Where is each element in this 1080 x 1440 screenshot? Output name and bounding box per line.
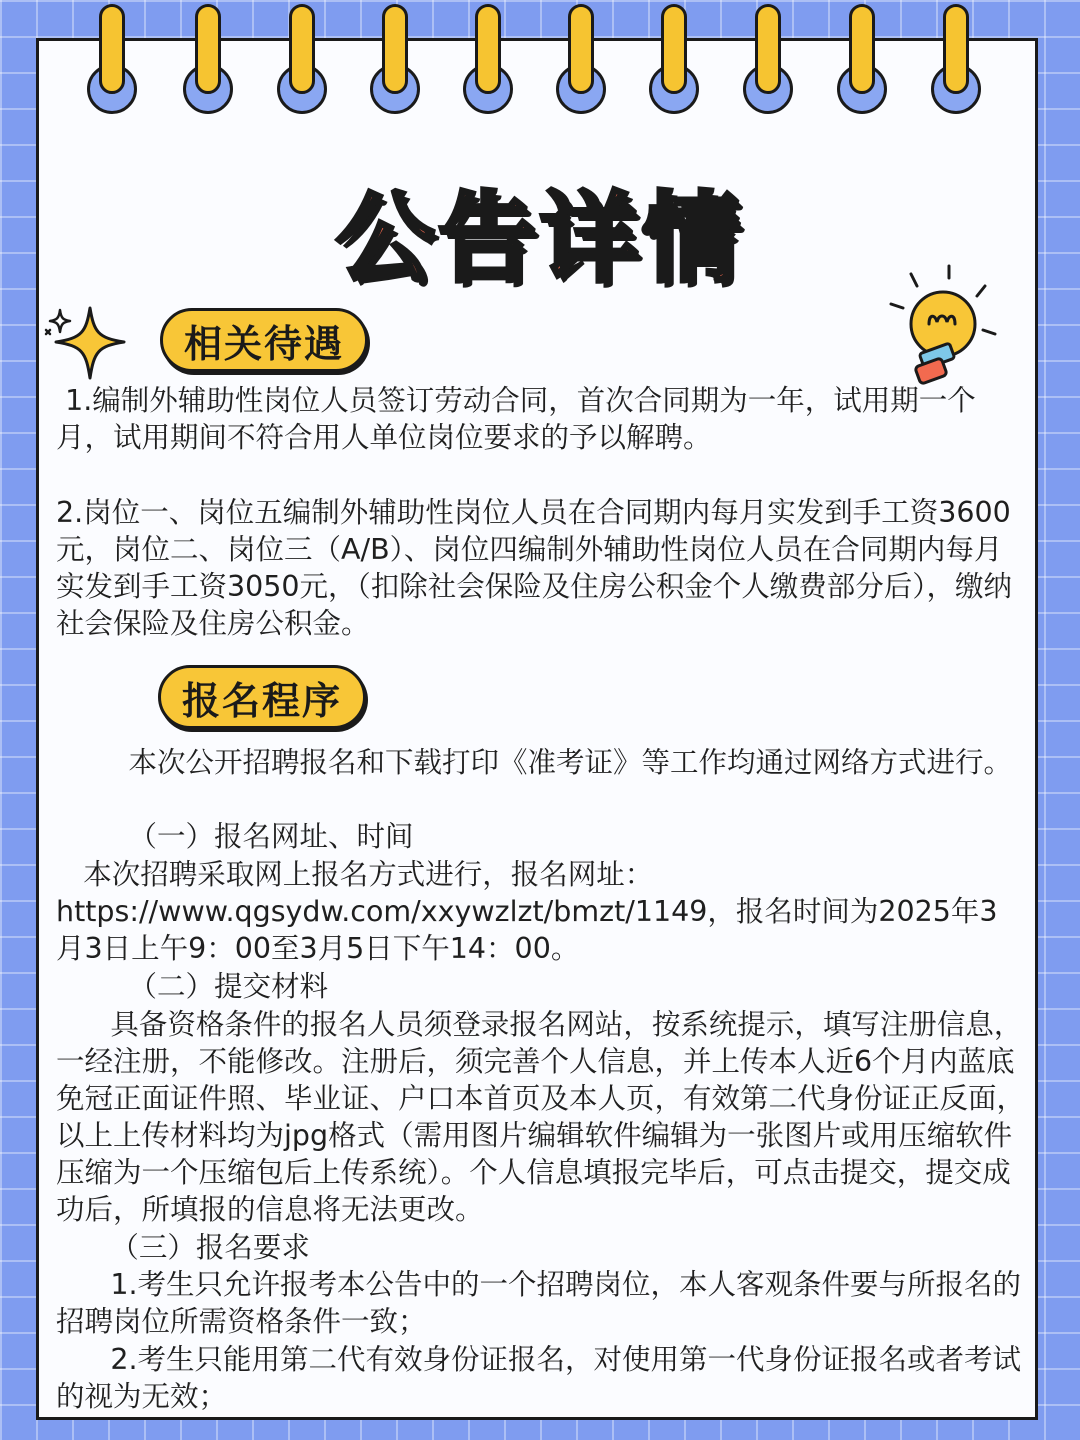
subsection-title-2: （二）提交材料	[56, 970, 328, 1003]
section-heading-registration: 报名程序	[158, 665, 366, 729]
binding-ring	[370, 4, 420, 114]
binding-ring	[556, 4, 606, 114]
benefits-paragraph-2: 2.岗位一、岗位五编制外辅助性岗位人员在合同期内每月实发到手工资3600元，岗位二、岗位三（A/B）、岗位四编制外辅助性岗位人员在合同期内每月实发到手工资3050元，（扣除社会保险及住房公积金个人缴费部分后），缴纳社会保险及住房公积金。	[56, 496, 1013, 640]
binding-ring	[183, 4, 233, 114]
binding-ring	[743, 4, 793, 114]
binding-ring	[277, 4, 327, 114]
sparkle-icon	[38, 302, 130, 382]
registration-intro: 本次公开招聘报名和下载打印《准考证》等工作均通过网络方式进行。	[56, 746, 1012, 779]
binding-ring	[463, 4, 513, 114]
requirement-1: 1.考生只允许报考本公告中的一个招聘岗位，本人客观条件要与所报名的招聘岗位所需资格条件一致；	[56, 1268, 1022, 1338]
subsection-title-3: （三）报名要求	[56, 1231, 310, 1264]
subsection-title-1: （一）报名网址、时间	[56, 820, 414, 853]
benefits-paragraph-1: 1.编制外辅助性岗位人员签订劳动合同，首次合同期为一年，试用期一个月，试用期间不符合用人单位岗位要求的予以解聘。	[56, 384, 976, 454]
subsection-body-2: 具备资格条件的报名人员须登录报名网站，按系统提示，填写注册信息，一经注册，不能修改。注册后，须完善个人信息，并上传本人近6个月内蓝底免冠正面证件照、毕业证、户口本首页及本人页，有效第二代身份证正反面，以上上传材料均为jpg格式（需用图片编辑软件编辑为一张图片或用压缩软件压缩为一个压缩包后上传系统）。个人信息填报完毕后，可点击提交，提交成功后，所填报的信息将无法更改。	[56, 1008, 1026, 1226]
section-heading-benefits: 相关待遇	[160, 308, 368, 372]
binding-ring	[931, 4, 981, 114]
binding-ring	[837, 4, 887, 114]
binding-ring	[87, 4, 137, 114]
lightbulb-icon	[885, 262, 1001, 390]
page-title: 公告详情	[335, 182, 744, 296]
requirement-2: 2.考生只能用第二代有效身份证报名，对使用第一代身份证报名或者考试的视为无效；	[56, 1343, 1022, 1413]
subsection-body-1: 本次招聘采取网上报名方式进行，报名网址：https://www.qgsydw.com/xxywzlzt/bmzt/1149，报名时间为2025年3月3日上午9：00至3月5日下午14：00。	[56, 858, 998, 965]
binding-ring	[649, 4, 699, 114]
